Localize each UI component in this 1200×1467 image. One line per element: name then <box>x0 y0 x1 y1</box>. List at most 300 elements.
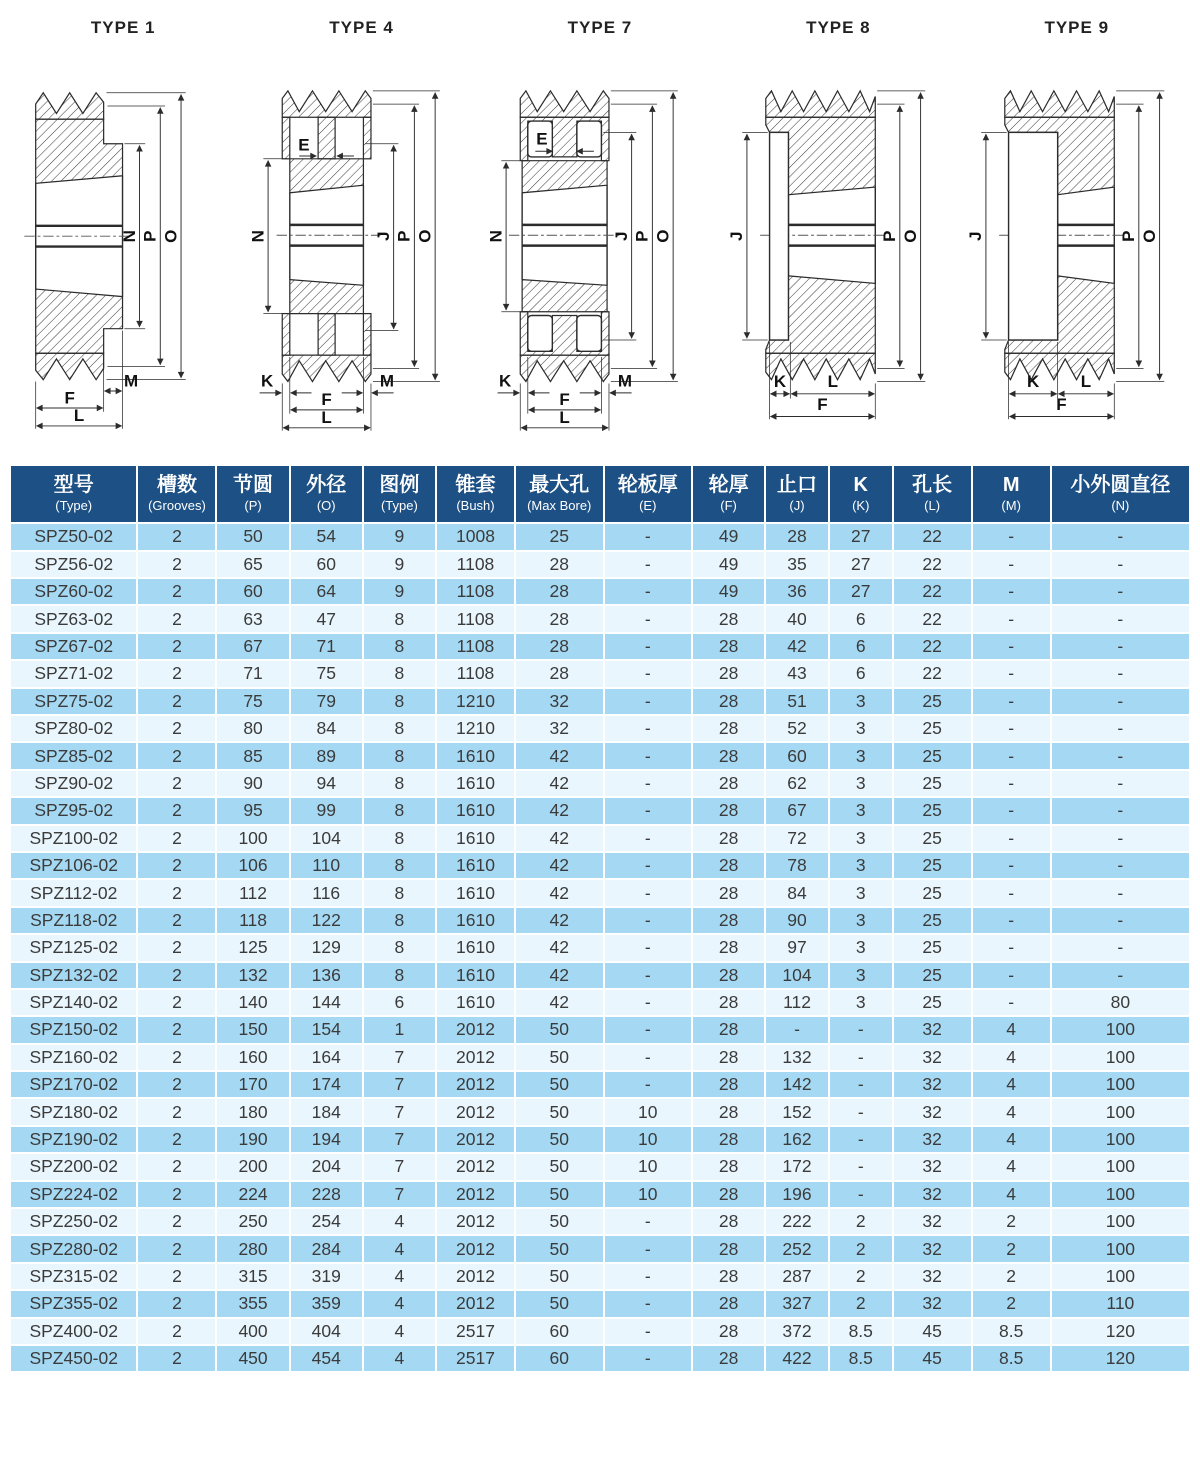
col-label-zh: 轮厚 <box>708 474 749 496</box>
table-cell: 2 <box>137 1044 216 1071</box>
table-cell: 2517 <box>436 1318 515 1345</box>
table-cell: 4 <box>363 1263 436 1290</box>
table-cell: 3 <box>829 688 893 715</box>
table-cell: 8 <box>363 742 436 769</box>
table-cell: 22 <box>893 551 972 578</box>
table-cell: SPZ200-02 <box>10 1153 137 1180</box>
dim-label-m: M <box>617 371 633 391</box>
table-cell: 2 <box>137 633 216 660</box>
table-cell: 28 <box>692 1263 765 1290</box>
table-cell: 359 <box>290 1290 363 1317</box>
table-cell: 8 <box>363 934 436 961</box>
col-label-en: (E) <box>639 498 657 513</box>
table-cell: 2 <box>137 1016 216 1043</box>
table-cell: 104 <box>765 962 829 989</box>
table-cell: 2 <box>972 1208 1051 1235</box>
table-cell: 50 <box>515 1098 604 1125</box>
table-cell: 194 <box>290 1126 363 1153</box>
table-cell: 1610 <box>436 962 515 989</box>
table-cell: 28 <box>692 825 765 852</box>
table-cell: 42 <box>515 989 604 1016</box>
col-label-en: (P) <box>244 498 262 513</box>
col-label-zh: 外径 <box>306 474 347 496</box>
table-row <box>10 1016 1190 1043</box>
table-cell: 25 <box>893 797 972 824</box>
table-cell: 28 <box>692 989 765 1016</box>
table-cell: 2 <box>137 715 216 742</box>
table-cell: 95 <box>216 797 289 824</box>
table-cell: 22 <box>893 523 972 550</box>
table-row <box>10 907 1190 934</box>
table-cell: - <box>1051 934 1190 961</box>
table-cell: SPZ85-02 <box>10 742 137 769</box>
dim-label-f: F <box>1055 394 1067 414</box>
dimension-lines <box>248 91 439 431</box>
table-cell: - <box>1051 605 1190 632</box>
table-row <box>10 962 1190 989</box>
table-cell: - <box>1051 660 1190 687</box>
table-cell: 280 <box>216 1235 289 1262</box>
table-cell: - <box>1051 907 1190 934</box>
pulley-cross-section <box>999 91 1125 380</box>
table-cell: 28 <box>692 797 765 824</box>
dim-label-p: P <box>632 230 652 242</box>
table-cell: 2012 <box>436 1263 515 1290</box>
table-cell: 32 <box>893 1098 972 1125</box>
table-cell: - <box>1051 688 1190 715</box>
col-label-en: (L) <box>924 498 941 513</box>
table-cell: SPZ400-02 <box>10 1318 137 1345</box>
table-row <box>10 633 1190 660</box>
dim-label-l: L <box>1080 372 1091 392</box>
table-cell: 50 <box>515 1263 604 1290</box>
table-row <box>10 1071 1190 1098</box>
table-cell: 3 <box>829 770 893 797</box>
table-cell: 42 <box>515 797 604 824</box>
table-cell: 196 <box>765 1181 829 1208</box>
table-cell: 28 <box>692 1208 765 1235</box>
table-cell: 28 <box>692 605 765 632</box>
table-cell: 204 <box>290 1153 363 1180</box>
table-cell: 90 <box>216 770 289 797</box>
table-cell: - <box>604 551 693 578</box>
table-cell: - <box>604 1044 693 1071</box>
table-cell: 28 <box>515 633 604 660</box>
table-cell: 184 <box>290 1098 363 1125</box>
table-cell: - <box>604 1208 693 1235</box>
column-header-grooves <box>137 465 216 523</box>
col-label-zh: 槽数 <box>156 474 197 496</box>
table-cell: 28 <box>692 962 765 989</box>
table-cell: 50 <box>515 1153 604 1180</box>
dim-label-l: L <box>827 372 839 392</box>
col-label-en: (O) <box>316 498 336 513</box>
table-cell: 8.5 <box>972 1318 1051 1345</box>
table-cell: SPZ180-02 <box>10 1098 137 1125</box>
table-cell: - <box>604 934 693 961</box>
table-cell: - <box>972 852 1051 879</box>
table-row <box>10 934 1190 961</box>
dim-label-f: F <box>320 390 332 410</box>
table-cell: 180 <box>216 1098 289 1125</box>
col-label-zh: 小外圆直径 <box>1070 474 1171 496</box>
table-cell: 6 <box>829 633 893 660</box>
table-cell: 129 <box>290 934 363 961</box>
table-cell: - <box>604 715 693 742</box>
table-row <box>10 1181 1190 1208</box>
table-cell: SPZ250-02 <box>10 1208 137 1235</box>
table-cell: - <box>829 1181 893 1208</box>
table-cell: SPZ315-02 <box>10 1263 137 1290</box>
table-cell: 65 <box>216 551 289 578</box>
table-cell: 2 <box>137 1318 216 1345</box>
table-cell: 4 <box>363 1290 436 1317</box>
table-cell: 2 <box>972 1263 1051 1290</box>
table-cell: 319 <box>290 1263 363 1290</box>
table-cell: 252 <box>765 1235 829 1262</box>
table-cell: 10 <box>604 1181 693 1208</box>
table-cell: 80 <box>1051 989 1190 1016</box>
table-cell: 42 <box>515 934 604 961</box>
spec-table <box>9 464 1191 1373</box>
table-cell: 174 <box>290 1071 363 1098</box>
table-cell: SPZ118-02 <box>10 907 137 934</box>
column-header-n <box>1051 465 1190 523</box>
dim-label-n: N <box>247 230 267 243</box>
table-cell: - <box>972 523 1051 550</box>
table-cell: 45 <box>893 1318 972 1345</box>
table-cell: 2 <box>137 1181 216 1208</box>
table-cell: 50 <box>515 1016 604 1043</box>
table-cell: 25 <box>893 688 972 715</box>
table-cell: 28 <box>692 1345 765 1372</box>
table-cell: 28 <box>692 852 765 879</box>
table-cell: 75 <box>290 660 363 687</box>
table-cell: 110 <box>1051 1290 1190 1317</box>
table-cell: 2 <box>829 1235 893 1262</box>
table-cell: 4 <box>363 1318 436 1345</box>
table-cell: - <box>972 742 1051 769</box>
table-cell: 2 <box>829 1290 893 1317</box>
table-cell: 2 <box>137 523 216 550</box>
table-cell: - <box>604 1318 693 1345</box>
table-cell: 106 <box>216 852 289 879</box>
table-cell: 54 <box>290 523 363 550</box>
table-cell: 25 <box>893 934 972 961</box>
table-cell: 85 <box>216 742 289 769</box>
col-label-en: (Type) <box>380 498 418 513</box>
table-cell: 22 <box>893 660 972 687</box>
table-cell: 28 <box>692 1235 765 1262</box>
col-label-zh: 节圆 <box>233 474 274 496</box>
column-header-e <box>604 465 693 523</box>
table-cell: - <box>604 1345 693 1372</box>
table-cell: - <box>1051 551 1190 578</box>
table-cell: 79 <box>290 688 363 715</box>
table-cell: 25 <box>893 907 972 934</box>
table-cell: - <box>604 989 693 1016</box>
table-cell: - <box>972 989 1051 1016</box>
table-cell: 8 <box>363 825 436 852</box>
table-cell: 42 <box>515 962 604 989</box>
table-cell: - <box>972 962 1051 989</box>
column-header-k <box>829 465 893 523</box>
col-label-en: (Grooves) <box>148 498 206 513</box>
col-label-zh: 型号 <box>53 474 94 496</box>
dim-label-n: N <box>486 230 506 243</box>
table-cell: 50 <box>216 523 289 550</box>
table-cell: 25 <box>515 523 604 550</box>
table-row <box>10 1263 1190 1290</box>
table-cell: 8.5 <box>829 1318 893 1345</box>
table-cell: 172 <box>765 1153 829 1180</box>
column-header-pitch <box>216 465 289 523</box>
table-cell: 2 <box>137 797 216 824</box>
table-cell: 4 <box>972 1071 1051 1098</box>
dim-label-o: O <box>653 229 673 243</box>
table-cell: - <box>972 660 1051 687</box>
table-cell: 32 <box>893 1235 972 1262</box>
table-cell: 8 <box>363 962 436 989</box>
table-cell: 1 <box>363 1016 436 1043</box>
diagram-strip <box>0 0 1200 458</box>
table-cell: 4 <box>972 1044 1051 1071</box>
table-cell: - <box>972 578 1051 605</box>
table-cell: - <box>604 770 693 797</box>
table-cell: 28 <box>692 1071 765 1098</box>
table-cell: 40 <box>765 605 829 632</box>
table-cell: 224 <box>216 1181 289 1208</box>
table-cell: 60 <box>216 578 289 605</box>
table-cell: - <box>1051 852 1190 879</box>
dim-label-p: P <box>394 230 414 242</box>
table-cell: 400 <box>216 1318 289 1345</box>
table-cell: 28 <box>692 1016 765 1043</box>
table-cell: 2012 <box>436 1290 515 1317</box>
col-label-en: (Max Bore) <box>527 498 592 513</box>
table-cell: 2 <box>829 1263 893 1290</box>
table-cell: 8 <box>363 633 436 660</box>
table-cell: 50 <box>515 1126 604 1153</box>
diagram-title: TYPE 9 <box>1044 18 1110 37</box>
table-row <box>10 688 1190 715</box>
dim-label-o: O <box>161 229 181 243</box>
table-cell: 100 <box>1051 1208 1190 1235</box>
table-cell: 28 <box>515 551 604 578</box>
table-cell: 67 <box>216 633 289 660</box>
table-cell: 7 <box>363 1153 436 1180</box>
table-row <box>10 852 1190 879</box>
table-cell: 42 <box>765 633 829 660</box>
table-cell: 9 <box>363 551 436 578</box>
table-cell: 4 <box>972 1153 1051 1180</box>
table-cell: 142 <box>765 1071 829 1098</box>
table-cell: 287 <box>765 1263 829 1290</box>
table-cell: 28 <box>515 660 604 687</box>
table-cell: - <box>604 660 693 687</box>
table-cell: 2012 <box>436 1153 515 1180</box>
table-row <box>10 1345 1190 1372</box>
table-cell: 1610 <box>436 797 515 824</box>
column-header-od <box>290 465 363 523</box>
table-cell: SPZ112-02 <box>10 879 137 906</box>
table-cell: 2 <box>137 605 216 632</box>
table-cell: 32 <box>893 1044 972 1071</box>
table-cell: - <box>604 605 693 632</box>
table-cell: - <box>1051 578 1190 605</box>
table-cell: 28 <box>692 688 765 715</box>
table-cell: 2 <box>972 1235 1051 1262</box>
table-cell: 2 <box>137 879 216 906</box>
spec-table-header <box>10 465 1190 523</box>
table-cell: 132 <box>216 962 289 989</box>
table-cell: SPZ224-02 <box>10 1181 137 1208</box>
table-cell: - <box>604 1071 693 1098</box>
table-cell: 32 <box>515 688 604 715</box>
dim-label-k: K <box>498 371 512 391</box>
table-cell: 8.5 <box>972 1345 1051 1372</box>
table-cell: 47 <box>290 605 363 632</box>
table-cell: 28 <box>692 660 765 687</box>
table-cell: 2 <box>137 1208 216 1235</box>
table-cell: 2012 <box>436 1235 515 1262</box>
table-cell: 25 <box>893 879 972 906</box>
table-cell: - <box>972 605 1051 632</box>
table-cell: 8 <box>363 852 436 879</box>
table-row <box>10 1153 1190 1180</box>
table-cell: 1108 <box>436 605 515 632</box>
table-cell: 160 <box>216 1044 289 1071</box>
table-cell: SPZ190-02 <box>10 1126 137 1153</box>
pulley-drawing-type-1 <box>15 38 231 458</box>
table-cell: 8 <box>363 715 436 742</box>
table-cell: - <box>604 797 693 824</box>
table-cell: 10 <box>604 1098 693 1125</box>
table-cell: 50 <box>515 1235 604 1262</box>
table-cell: 122 <box>290 907 363 934</box>
table-cell: 8 <box>363 907 436 934</box>
table-cell: 140 <box>216 989 289 1016</box>
dim-label-j: J <box>373 231 393 241</box>
table-cell: SPZ60-02 <box>10 578 137 605</box>
table-cell: 4 <box>363 1235 436 1262</box>
pulley-diagram-type-8 <box>719 10 957 458</box>
column-header-bush <box>436 465 515 523</box>
column-header-m <box>972 465 1051 523</box>
table-cell: SPZ280-02 <box>10 1235 137 1262</box>
table-cell: 62 <box>765 770 829 797</box>
column-header-figure <box>363 465 436 523</box>
table-row <box>10 770 1190 797</box>
table-cell: 1610 <box>436 879 515 906</box>
table-cell: - <box>604 962 693 989</box>
table-cell: 8 <box>363 605 436 632</box>
table-cell: - <box>972 688 1051 715</box>
table-cell: - <box>604 1016 693 1043</box>
table-row <box>10 879 1190 906</box>
col-label-en: (Type) <box>55 498 93 513</box>
table-cell: 28 <box>692 934 765 961</box>
table-cell: 327 <box>765 1290 829 1317</box>
table-cell: 42 <box>515 770 604 797</box>
table-cell: 1008 <box>436 523 515 550</box>
table-cell: 4 <box>972 1126 1051 1153</box>
table-cell: 78 <box>765 852 829 879</box>
table-cell: 1610 <box>436 852 515 879</box>
pulley-drawing-type-9 <box>965 38 1185 458</box>
col-label-zh: 最大孔 <box>529 474 590 496</box>
dim-label-j: J <box>727 231 747 241</box>
table-cell: 25 <box>893 742 972 769</box>
table-cell: 170 <box>216 1071 289 1098</box>
table-cell: 50 <box>515 1208 604 1235</box>
table-row <box>10 578 1190 605</box>
table-cell: 97 <box>765 934 829 961</box>
table-cell: 45 <box>893 1345 972 1372</box>
table-cell: 28 <box>515 605 604 632</box>
table-cell: 50 <box>515 1044 604 1071</box>
table-cell: 100 <box>1051 1126 1190 1153</box>
table-cell: SPZ355-02 <box>10 1290 137 1317</box>
table-cell: 28 <box>692 1290 765 1317</box>
table-cell: 200 <box>216 1153 289 1180</box>
dim-label-f: F <box>817 394 828 414</box>
table-cell: 2012 <box>436 1126 515 1153</box>
table-cell: 71 <box>290 633 363 660</box>
col-label-zh: 轮板厚 <box>617 474 678 496</box>
table-cell: 1610 <box>436 907 515 934</box>
table-cell: 22 <box>893 633 972 660</box>
table-cell: 42 <box>515 879 604 906</box>
table-cell: - <box>972 934 1051 961</box>
table-cell: 71 <box>216 660 289 687</box>
table-cell: 162 <box>765 1126 829 1153</box>
table-cell: 150 <box>216 1016 289 1043</box>
table-cell: 50 <box>515 1181 604 1208</box>
dim-label-l: L <box>559 408 570 428</box>
table-cell: SPZ80-02 <box>10 715 137 742</box>
dim-label-o: O <box>1139 229 1159 243</box>
pulley-cross-section <box>25 93 133 380</box>
table-cell: - <box>972 770 1051 797</box>
table-cell: 2 <box>137 962 216 989</box>
table-cell: 2 <box>137 989 216 1016</box>
table-cell: 222 <box>765 1208 829 1235</box>
col-label-en: (N) <box>1111 498 1130 513</box>
table-cell: 2 <box>137 688 216 715</box>
table-cell: SPZ100-02 <box>10 825 137 852</box>
pulley-cross-section <box>509 91 622 382</box>
table-cell: 2 <box>137 578 216 605</box>
table-cell: 60 <box>290 551 363 578</box>
table-cell: 2 <box>137 770 216 797</box>
table-row <box>10 825 1190 852</box>
table-cell: 99 <box>290 797 363 824</box>
table-cell: 2012 <box>436 1071 515 1098</box>
table-row <box>10 1044 1190 1071</box>
table-cell: 10 <box>604 1153 693 1180</box>
col-label-en: (M) <box>1001 498 1021 513</box>
dim-label-l: L <box>320 408 332 428</box>
table-cell: - <box>972 715 1051 742</box>
table-cell: 60 <box>765 742 829 769</box>
diagram-title: TYPE 7 <box>567 18 633 37</box>
table-row <box>10 660 1190 687</box>
table-cell: 2012 <box>436 1044 515 1071</box>
table-cell: 110 <box>290 852 363 879</box>
table-cell: 2 <box>137 934 216 961</box>
table-cell: 2 <box>137 1098 216 1125</box>
